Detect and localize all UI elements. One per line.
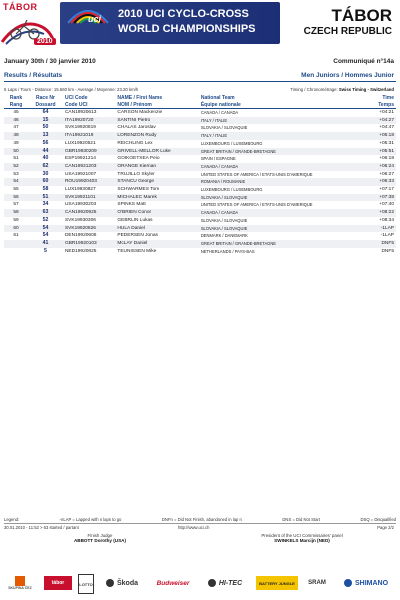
legend-dsq: DSQ = Disqualified — [360, 517, 396, 522]
table-row — [4, 186, 396, 194]
uci-code-cell: NED19920825 — [64, 248, 97, 254]
championship-title-line2: WORLD CHAMPIONSHIPS — [118, 23, 256, 35]
finish-judge-name: ABBOTT Dorothy (USA) — [73, 538, 127, 543]
sponsor-hitec-logo: HI-TEC — [198, 576, 252, 590]
uci-code-cell: USA19921007 — [64, 171, 97, 177]
rider-name-cell: SCHWARMES Tom — [117, 187, 160, 193]
rank-cell — [4, 248, 28, 256]
table-row — [4, 117, 396, 125]
table-row — [4, 248, 396, 256]
commissaire-president-name: SWINKELS Marcijn (NED) — [274, 538, 330, 543]
rank-cell: 55 — [13, 187, 19, 193]
race-category: Men Juniors / Hommes Junior — [301, 72, 394, 79]
rank-cell: 56 — [4, 194, 28, 202]
rider-name-cell: LORENZON Rudy — [115, 132, 198, 140]
national-team-cell: ITALY / ITALIE — [199, 117, 367, 125]
time-cell: +07:40 — [379, 202, 394, 208]
legend — [4, 517, 396, 522]
time-cell: +05:18 — [367, 132, 396, 140]
national-team-cell: UNITED STATES OF AMERICA / ETATS-UNIS D'AMERIQUE — [200, 202, 313, 208]
table-row — [4, 163, 396, 171]
national-team-cell: SLOVAKIA / SLOVAQUIE — [199, 194, 367, 202]
legend-dnf: DNFn = Did Not Finish, abandoned in lap n — [161, 517, 242, 522]
race-nr-cell: 51 — [28, 194, 63, 202]
col-rank: Rank Rang — [4, 95, 28, 109]
rider-name-cell: SPINKS Matt — [117, 202, 146, 208]
race-nr-cell: 54 — [42, 232, 49, 239]
uci-code-cell: USA19930203 — [64, 202, 97, 208]
rider-name-cell: GEBRLIN Lukas — [117, 217, 153, 223]
col-team: National Team Équipe nationale — [199, 95, 367, 109]
uci-code-cell: ROU19920403 — [63, 178, 115, 186]
tabor-logo-text: TÁBOR — [3, 2, 38, 12]
rider-name-cell: GRIVELL-MELLOR Luke — [115, 148, 198, 156]
time-cell: +05:31 — [379, 140, 394, 146]
results-title: Results / Résultats — [4, 72, 63, 79]
col-time: Time Temps — [367, 95, 396, 109]
hitec-icon — [208, 579, 216, 587]
time-cell: +04:47 — [379, 125, 394, 131]
time-cell: +08:22 — [367, 209, 396, 217]
uci-url-link[interactable]: http://www.uci.ch — [178, 525, 210, 530]
rider-name-cell: CHALAS Jaroslav — [117, 125, 156, 131]
finish-judge-block — [20, 533, 180, 543]
race-nr-cell: 34 — [42, 201, 49, 208]
sponsor-budweiser-logo: Budweiser — [156, 579, 190, 587]
race-nr-cell: 60 — [28, 178, 63, 186]
rank-cell: 47 — [13, 125, 19, 131]
national-team-cell: SPAIN / ESPAGNE — [200, 156, 236, 162]
rider-name-cell: SANTINI Pietro — [115, 117, 198, 125]
race-nr-cell: 41 — [28, 240, 63, 248]
sponsor-cez-logo: SKUPINA ČEZ — [6, 576, 34, 590]
national-team-cell: SLOVAKIA / SLOVAQUIE — [199, 225, 367, 233]
rider-name-cell: TRUJILLO Skyler — [117, 171, 155, 177]
footer-divider — [4, 523, 396, 524]
rank-cell: 58 — [4, 209, 28, 217]
event-date: January 30th / 30 janvier 2010 — [4, 58, 96, 65]
print-timestamp: 30.01.2010 - 11:52 > 63 started / partant — [4, 525, 79, 530]
national-team-cell: ITALY / ITALIE — [199, 132, 367, 140]
uci-code-cell: GBR19930209 — [63, 148, 115, 156]
time-cell: +07:17 — [379, 187, 394, 193]
rank-cell: 51 — [13, 156, 19, 162]
header-banner — [0, 0, 400, 48]
uci-logo-text: uci — [88, 14, 102, 24]
table-header-row — [4, 95, 396, 109]
table-row — [4, 148, 396, 156]
national-team-cell: CANADA / CANADA — [200, 110, 239, 115]
sponsor-sram-logo: SRAM — [308, 580, 326, 586]
race-nr-cell: 56 — [42, 139, 49, 146]
time-cell: +08:34 — [379, 217, 394, 223]
rank-cell: 60 — [4, 225, 28, 233]
rider-name-cell: GOIKOETXEA Peio — [117, 156, 160, 162]
rider-name-cell: MICHALEC Marek — [115, 194, 198, 202]
header-divider — [4, 81, 396, 82]
communique-number: Communiqué n°14a — [333, 58, 394, 65]
rider-name-cell: PEDERSEN Jonas — [117, 233, 158, 239]
uci-code-cell: ESP19921214 — [64, 156, 96, 162]
rank-cell: 53 — [13, 171, 19, 177]
rank-cell: 61 — [13, 233, 19, 239]
table-row — [4, 209, 396, 217]
host-city: TÁBOR — [331, 6, 392, 25]
race-distance-info: 5 Laps / Tours - Distance: 15.660 km - Average / Moyenne: 23.20 km/h — [4, 87, 139, 92]
uci-code-cell: ITA19921019 — [63, 132, 115, 140]
race-nr-cell: 5 — [44, 247, 47, 254]
national-team-cell: NETHERLANDS / PAYS-BAS — [200, 248, 255, 254]
page-number: Page 2/2 — [377, 525, 394, 530]
time-cell: -1LAP — [380, 233, 394, 239]
national-team-cell: DENMARK / DANEMARK — [200, 233, 248, 239]
timing-value: Swiss Timing - Switzerland — [338, 87, 394, 92]
sponsor-skoda-logo: Škoda — [98, 576, 146, 590]
rider-name-cell: STANCU George — [115, 178, 198, 186]
rank-cell: 45 — [13, 110, 19, 115]
time-cell: -1LAP — [367, 225, 396, 233]
col-uci-code: UCI Code Code UCI — [63, 95, 115, 109]
sponsor-strip — [0, 568, 400, 600]
race-nr-cell: 13 — [28, 132, 63, 140]
time-cell: +06:33 — [367, 178, 396, 186]
col-race-nr: Race Nr Dossard — [28, 95, 63, 109]
sponsor-shimano-logo: SHIMANO — [338, 576, 394, 590]
table-row — [4, 217, 396, 225]
legend-lapped: -nLAP = Lapped with n laps to go — [59, 517, 122, 522]
rider-name-cell: CARSON Mackenzie — [117, 110, 163, 115]
skoda-icon — [106, 579, 114, 587]
table-row — [4, 109, 396, 117]
commissaire-president-block — [222, 533, 382, 543]
table-row — [4, 240, 396, 248]
shimano-icon — [344, 579, 352, 587]
national-team-cell: SLOVAKIA / SLOVAQUIE — [200, 217, 248, 223]
uci-code-cell: SVK19921101 — [63, 194, 115, 202]
national-team-cell: CANADA / CANADA — [199, 163, 367, 171]
rank-cell: 59 — [13, 217, 19, 223]
uci-code-cell: DEN19920606 — [64, 233, 97, 239]
time-cell: +06:18 — [379, 156, 394, 162]
table-row — [4, 155, 396, 163]
uci-code-cell: LUX19920521 — [64, 140, 96, 146]
uci-code-cell: LUX19930827 — [64, 187, 96, 193]
race-nr-cell: 64 — [42, 109, 49, 115]
time-cell: +04:21 — [379, 110, 394, 115]
race-nr-cell: 50 — [42, 124, 49, 131]
table-row — [4, 225, 396, 233]
host-country: CZECH REPUBLIC — [303, 26, 392, 37]
national-team-cell: CANADA / CANADA — [199, 209, 367, 217]
timing-label: Timing / Chronométrage: — [290, 87, 338, 92]
finish-judge-title: Finish Judge — [87, 533, 113, 538]
rider-name-cell: TEUNISSEN Mike — [117, 248, 157, 254]
year-badge: 2010 — [34, 38, 56, 45]
national-team-cell: ROMANIA / ROUMANIE — [199, 178, 367, 186]
national-team-cell: LUXEMBOURG / LUXEMBOURG — [200, 140, 263, 146]
national-team-cell: SLOVAKIA / SLOVAQUIE — [200, 125, 248, 131]
sponsor-tabor-logo: tábor — [44, 576, 72, 590]
table-row — [4, 132, 396, 140]
time-cell: DNF5 — [367, 240, 396, 248]
cez-icon — [15, 576, 25, 586]
time-cell: DNF5 — [381, 248, 394, 254]
uci-code-cell: SVK19930306 — [64, 217, 96, 223]
time-cell: +06:24 — [367, 163, 396, 171]
race-nr-cell: 40 — [42, 155, 49, 162]
race-nr-cell: 58 — [42, 186, 49, 193]
uci-code-cell: GBR19920103 — [63, 240, 115, 248]
uci-code-cell: ITA19920720 — [63, 117, 115, 125]
championship-title-line1: 2010 UCI CYCLO-CROSS — [118, 8, 249, 20]
timing-info — [290, 87, 394, 92]
rider-name-cell: McLAY Daniel — [115, 240, 198, 248]
race-nr-cell: 44 — [28, 148, 63, 156]
uci-code-cell: SVK19920826 — [63, 225, 115, 233]
table-row — [4, 178, 396, 186]
table-row — [4, 171, 396, 179]
rank-cell: 52 — [4, 163, 28, 171]
rank-cell — [4, 240, 28, 248]
rank-cell: 57 — [13, 202, 19, 208]
race-nr-cell: 54 — [28, 225, 63, 233]
rank-cell: 49 — [13, 140, 19, 146]
rank-cell: 46 — [4, 117, 28, 125]
results-table — [4, 95, 396, 255]
table-row — [4, 124, 396, 132]
rider-name-cell: ORANGE Kiernan — [115, 163, 198, 171]
rider-name-cell: REICHLING Lex — [117, 140, 153, 146]
rank-cell: 48 — [4, 132, 28, 140]
sponsor-battery-jungle-logo: BATTERY JUNGLE — [256, 576, 298, 590]
table-row — [4, 201, 396, 209]
table-row — [4, 194, 396, 202]
legend-dns: DNS = Did Not Start — [282, 517, 320, 522]
commissaire-president-title: President of the UCI Commissaires' panel — [261, 533, 343, 538]
uci-code-cell: CAN19920613 — [64, 110, 97, 115]
race-nr-cell: 15 — [28, 117, 63, 125]
table-row — [4, 140, 396, 148]
table-row — [4, 232, 396, 240]
rank-cell: 50 — [4, 148, 28, 156]
race-nr-cell: 30 — [42, 170, 49, 177]
race-nr-cell: 52 — [42, 216, 49, 223]
rider-name-cell: HULA Daniel — [115, 225, 198, 233]
uci-code-cell: CAN19920925 — [63, 209, 115, 217]
national-team-cell: LUXEMBOURG / LUXEMBOURG — [200, 187, 263, 193]
race-nr-cell: 62 — [28, 163, 63, 171]
col-name: NAME / First Name NOM / Prénom — [115, 95, 198, 109]
national-team-cell: GREAT BRITAIN / GRANDE-BRETAGNE — [199, 148, 367, 156]
sponsor-lotto-logo: LOTTO — [78, 574, 94, 594]
time-cell: +07:38 — [367, 194, 396, 202]
national-team-cell: GREAT BRITAIN / GRANDE-BRETAGNE — [199, 240, 367, 248]
national-team-cell: UNITED STATES OF AMERICA / ETATS-UNIS D'AMERIQUE — [200, 171, 313, 177]
time-cell: +04:27 — [367, 117, 396, 125]
uci-code-cell: SVK19920819 — [64, 125, 96, 131]
legend-label: Legend: — [4, 517, 20, 522]
rank-cell: 54 — [4, 178, 28, 186]
rider-name-cell: O'BRIEN Conor — [115, 209, 198, 217]
race-nr-cell: 63 — [28, 209, 63, 217]
time-cell: +06:27 — [379, 171, 394, 177]
time-cell: +05:51 — [367, 148, 396, 156]
uci-code-cell: CAN19921203 — [63, 163, 115, 171]
